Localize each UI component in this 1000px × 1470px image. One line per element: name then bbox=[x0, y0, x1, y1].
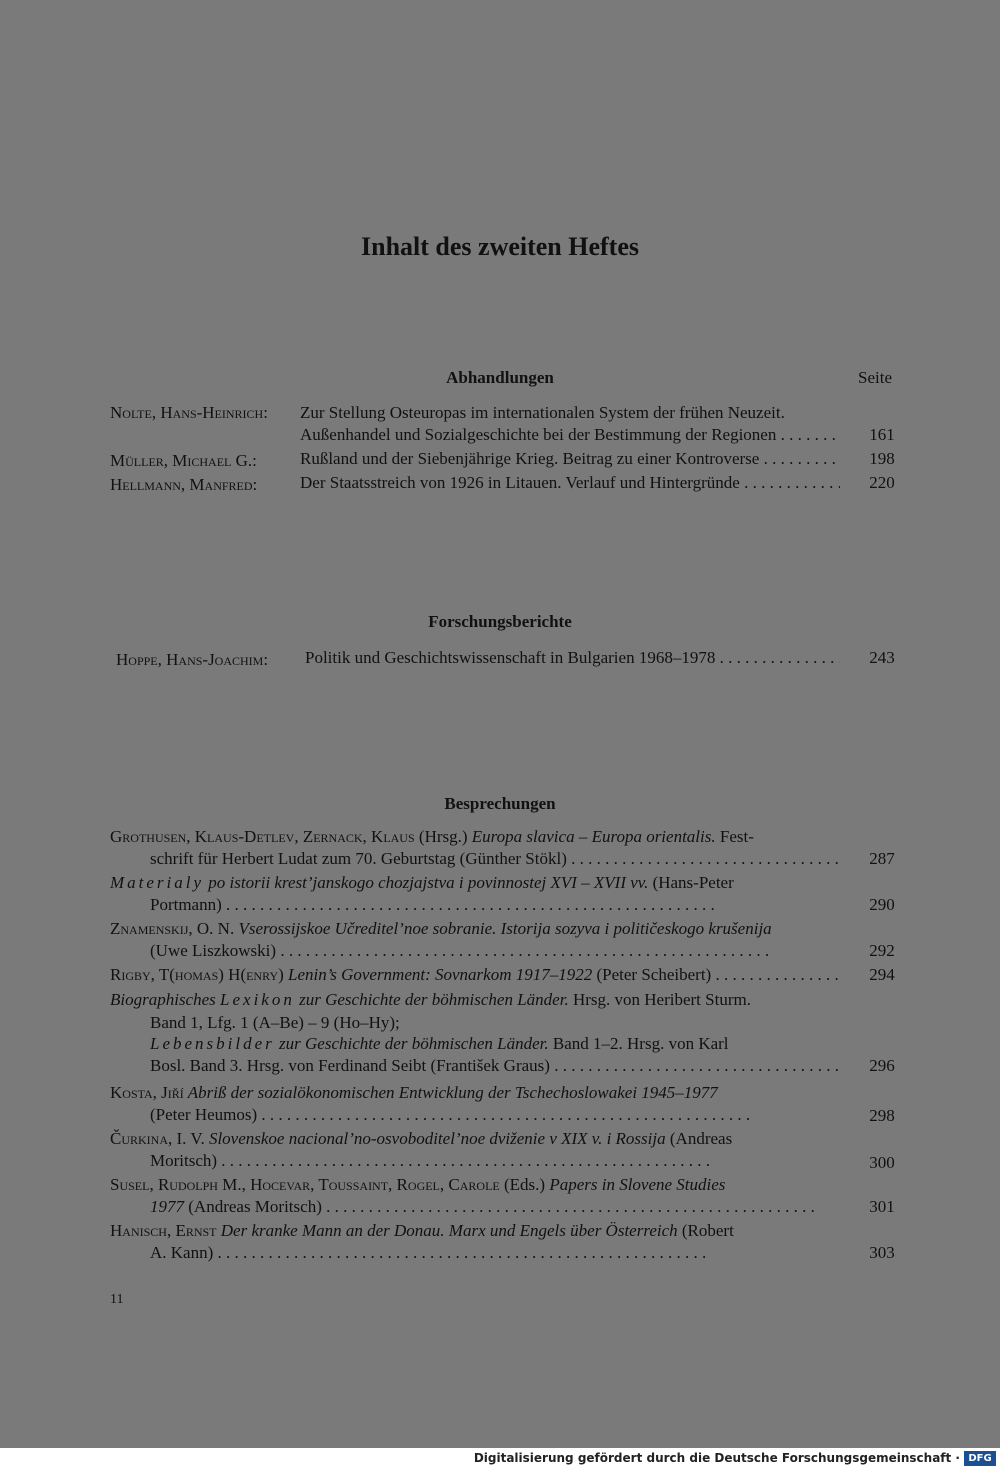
review-grothusen-line2: schrift für Herbert Ludat zum 70. Geburtstag (Günther Stökl) . . . bbox=[150, 849, 840, 869]
review-susel-line2: 1977 (Andreas Moritsch) . . . bbox=[150, 1197, 840, 1217]
page-number-243: 243 bbox=[869, 648, 895, 667]
section-heading-abhandlungen: Abhandlungen bbox=[446, 368, 554, 387]
title-nolte-line2: Außenhandel und Sozialgeschichte bei der Bestimmung der Regionen . . . bbox=[300, 425, 840, 445]
author-hellmann: Hellmann, Manfred: bbox=[110, 475, 258, 494]
section-heading-forschungsberichte: Forschungsberichte bbox=[428, 612, 572, 631]
page-number-301: 301 bbox=[869, 1197, 895, 1216]
page-number-198: 198 bbox=[869, 449, 895, 468]
page-number-292: 292 bbox=[869, 941, 895, 960]
page-number-294: 294 bbox=[869, 965, 895, 984]
author-hoppe: Hoppe, Hans-Joachim: bbox=[116, 650, 269, 669]
review-grothusen-line1: Grothusen, Klaus-Detlev, Zernack, Klaus (Hrsg.) Europa slavica – Europa orientalis. Fest- bbox=[110, 827, 754, 846]
page-number-298: 298 bbox=[869, 1106, 895, 1125]
author-mueller: Müller, Michael G.: bbox=[110, 451, 257, 470]
review-hanisch-line2: A. Kann) . . . bbox=[150, 1243, 840, 1263]
review-lebensbilder-line1: Lebensbilder zur Geschichte der böhmischen Länder. Band 1–2. Hrsg. von Karl bbox=[150, 1034, 729, 1053]
review-lebensbilder-line2: Bosl. Band 3. Hrsg. von Ferdinand Seibt (František Graus) . . . bbox=[150, 1056, 840, 1076]
title-nolte-line1: Zur Stellung Osteuropas im internationalen System der frühen Neuzeit. bbox=[300, 403, 785, 422]
author-nolte: Nolte, Hans-Heinrich: bbox=[110, 403, 268, 422]
page-number-303: 303 bbox=[869, 1243, 895, 1262]
review-lexikon-line1: Biographisches Lexikon zur Geschichte der böhmischen Länder. Hrsg. von Heribert Sturm. bbox=[110, 990, 751, 1009]
review-kosta-line1: Kosta, Jiří Abriß der sozialökonomischen Entwicklung der Tschechoslowakei 1945–1977 bbox=[110, 1083, 718, 1102]
page-number-290: 290 bbox=[869, 895, 895, 914]
page-number-161: 161 bbox=[869, 425, 895, 444]
page-title: Inhalt des zweiten Heftes bbox=[360, 232, 639, 261]
review-materialy-line1: Materialy po istorii krest’janskogo chozjajstva i povinnostej XVI – XVII vv. (Hans-Peter bbox=[110, 873, 734, 892]
seite-label: Seite bbox=[858, 368, 892, 387]
dfg-logo-icon: DFG bbox=[964, 1451, 996, 1466]
review-lexikon-line2: Band 1, Lfg. 1 (A–Be) – 9 (Ho–Hy); bbox=[150, 1013, 400, 1032]
footer-bar bbox=[0, 1448, 1000, 1470]
title-mueller: Rußland und der Siebenjährige Krieg. Beitrag zu einer Kontroverse . . . bbox=[300, 449, 840, 469]
page-number-296: 296 bbox=[869, 1056, 895, 1075]
page-number-287: 287 bbox=[869, 849, 895, 868]
review-znamenskij-line1: Znamenskij, O. N. Vserossijskoe Učreditel’noe sobranie. Istorija sozyva i političeskogo krušenija bbox=[110, 919, 772, 938]
title-hellmann: Der Staatsstreich von 1926 in Litauen. Verlauf und Hintergründe . . . bbox=[300, 473, 840, 493]
review-znamenskij-line2: (Uwe Liszkowski) . . . bbox=[150, 941, 840, 961]
review-susel-line1: Susel, Rudolph M., Hocevar, Toussaint, Rogel, Carole (Eds.) Papers in Slovene Studies bbox=[110, 1175, 726, 1194]
footer-credit: Digitalisierung gefördert durch die Deutsche Forschungsgemeinschaft · bbox=[473, 1451, 960, 1465]
review-materialy-line2: Portmann) . . . bbox=[150, 895, 840, 915]
review-curkina-line2: Moritsch) . . . bbox=[150, 1151, 840, 1171]
section-heading-besprechungen: Besprechungen bbox=[444, 794, 556, 813]
review-kosta-line2: (Peter Heumos) . . . bbox=[150, 1105, 840, 1125]
review-rigby: Rigby, T(homas) H(enry) Lenin’s Government: Sovnarkom 1917–1922 (Peter Scheibert) . . . bbox=[110, 965, 840, 985]
review-hanisch-line1: Hanisch, Ernst Der kranke Mann an der Donau. Marx und Engels über Österreich (Robert bbox=[110, 1221, 734, 1240]
page-number-footer: 11 bbox=[110, 1292, 124, 1307]
title-hoppe: Politik und Geschichtswissenschaft in Bulgarien 1968–1978 . . . bbox=[305, 648, 840, 668]
page-number-300: 300 bbox=[869, 1153, 895, 1172]
page-number-220: 220 bbox=[869, 473, 895, 492]
review-curkina-line1: Čurkina, I. V. Slovenskoe nacional’no-osvoboditel’noe dviženie v XIX v. i Rossija (Andreas bbox=[110, 1129, 733, 1148]
